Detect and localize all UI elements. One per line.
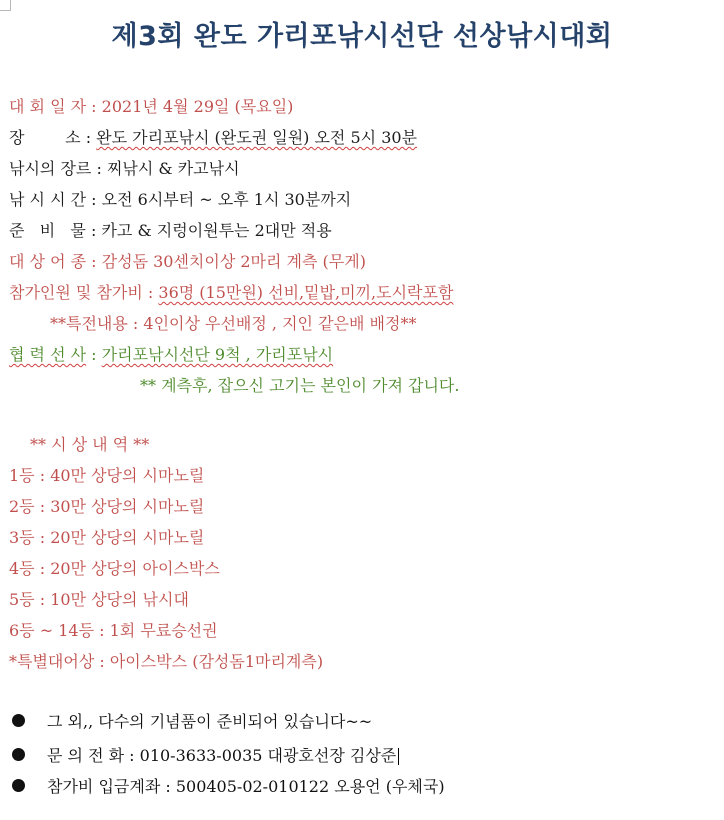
info-species: 대 상 어 종 : 감성돔 30센치이상 2마리 계측 (무게) <box>9 252 366 271</box>
awards-heading: ** 시 상 내 역 ** <box>30 435 150 454</box>
info-time: 낚 시 시 간 : 오전 6시부터 ~ 오후 1시 30분까지 <box>9 190 352 209</box>
info-species-label: 대 상 어 종 <box>9 252 87 271</box>
info-participants: 참가인원 및 참가비 : 36명 (15만원) 선비,밑밥,미끼,도시락포함 <box>9 283 454 302</box>
bullet-gifts-text: 그 외,, 다수의 기념품이 준비되어 있습니다~~ <box>47 712 373 731</box>
bullet-contact-text: 문 의 전 화 : 010-3633-0035 대광호선장 김상준 <box>47 746 397 765</box>
partner-line: 협 력 선 사 : 가리포낚시선단 9척 , 가리포낚시 <box>9 345 334 364</box>
info-genre-value: 찌낚시 & 카고낚시 <box>106 159 240 178</box>
bullet-account <box>12 777 445 797</box>
info-species-value: 감성돔 30센치이상 2마리 계측 (무게) <box>101 252 366 271</box>
info-supplies: 준 비 물 : 카고 & 지렁이원투는 2대만 적용 <box>9 221 332 240</box>
info-place-value: 완도 가리포낚시 (완도권 일원) 오전 5시 30분 <box>96 128 418 147</box>
page-title: 제3회 완도 가리포낚시선단 선상낚시대회 <box>111 21 613 52</box>
bullet-account-text: 참가비 입금계좌 : 500405-02-010122 오용언 (우체국) <box>47 777 445 796</box>
award-item: *특별대어상 : 아이스박스 (감성돔1마리계측) <box>9 652 324 671</box>
partner-label: 협 력 선 사 <box>9 345 87 364</box>
partner-value: 가리포낚시선단 9척 , 가리포낚시 <box>101 345 334 364</box>
bullet-icon <box>12 748 25 761</box>
info-date: 대 회 일 자 : 2021년 4월 29일 (목요일) <box>9 97 294 116</box>
award-item: 2등 : 30만 상당의 시마노릴 <box>9 497 205 516</box>
award-item: 3등 : 20만 상당의 시마노릴 <box>9 528 205 547</box>
info-participants-label: 참가인원 및 참가비 <box>9 283 143 302</box>
text-cursor <box>398 748 399 765</box>
info-time-label: 낚 시 시 간 <box>9 190 87 209</box>
bullet-gifts <box>12 712 372 732</box>
info-place-label: 장 소 <box>9 128 81 147</box>
info-date-label: 대 회 일 자 <box>9 97 87 116</box>
info-time-value: 오전 6시부터 ~ 오후 1시 30분까지 <box>101 190 352 209</box>
bullet-contact <box>12 746 399 766</box>
info-participants-value: 36명 (15만원) 선비,밑밥,미끼,도시락포함 <box>158 283 454 302</box>
info-place: 장 소 : 완도 가리포낚시 (완도권 일원) 오전 5시 30분 <box>9 128 418 147</box>
info-supplies-label: 준 비 물 <box>9 221 86 240</box>
catch-note: ** 계측후, 잡으신 고기는 본인이 가져 갑니다. <box>140 376 460 395</box>
award-item: 1등 : 40만 상당의 시마노릴 <box>9 466 205 485</box>
info-genre-label: 낚시의 장르 <box>9 159 92 178</box>
document-corner-mark <box>0 0 11 11</box>
bullet-icon <box>12 779 25 792</box>
award-item: 6등 ~ 14등 : 1회 무료승선권 <box>9 621 218 640</box>
award-item: 5등 : 10만 상당의 낚시대 <box>9 590 189 609</box>
info-genre: 낚시의 장르 : 찌낚시 & 카고낚시 <box>9 159 240 178</box>
award-item: 4등 : 20만 상당의 아이스박스 <box>9 559 220 578</box>
info-date-value: 2021년 4월 29일 (목요일) <box>101 97 294 116</box>
special-note: **특전내용 : 4인이상 우선배정 , 지인 같은배 배정** <box>50 314 417 333</box>
bullet-icon <box>12 714 25 727</box>
info-supplies-value: 카고 & 지렁이원투는 2대만 적용 <box>101 221 332 240</box>
